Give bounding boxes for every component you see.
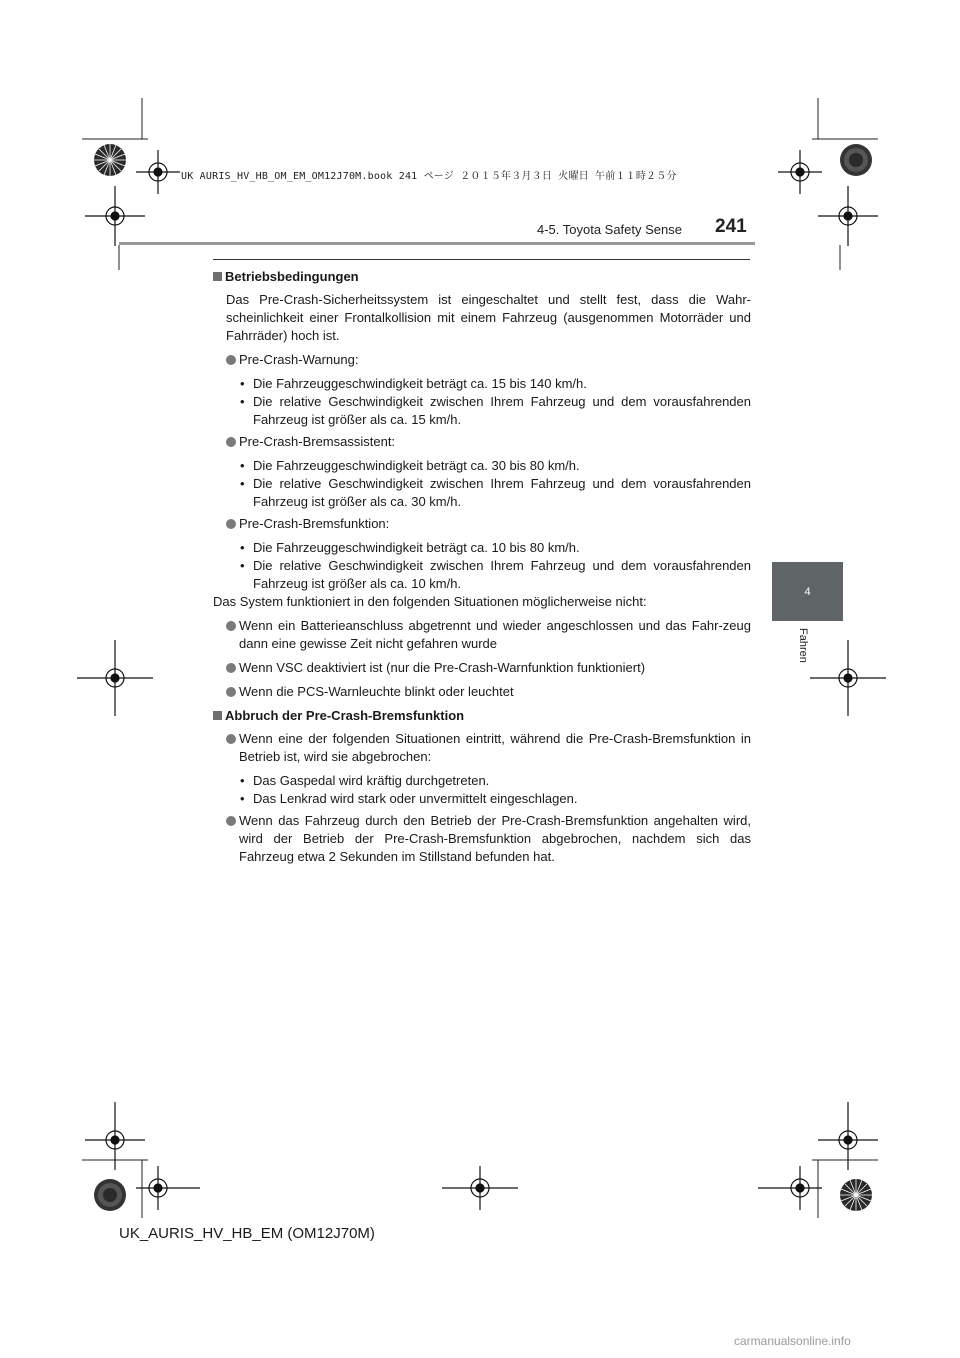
list-item: Wenn VSC deaktiviert ist (nur die Pre-Crash-Warnfunktion funktioniert) (213, 659, 751, 677)
sub-list-item: • Die Fahrzeuggeschwindigkeit beträgt ca. 15 bis 140 km/h. (240, 376, 587, 391)
circle-bullet-icon (226, 816, 236, 826)
circle-bullet-icon (226, 437, 236, 447)
sub-list-item: • Die relative Geschwindigkeit zwischen Ihrem Fahrzeug und dem vorausfahrenden Fahrzeug ist größer als ca. 10 km/h. (240, 558, 751, 591)
book-info-line: UK AURIS_HV_HB_OM_EM_OM12J70M.book 241 ページ ２０１５年３月３日 火曜日 午前１１時２５分 (181, 171, 677, 182)
page-number: 241 (715, 216, 747, 237)
chapter-number: 4 (804, 585, 811, 598)
circle-bullet-icon (226, 621, 236, 631)
circle-bullet-icon (226, 734, 236, 744)
sub-list-item: • Die Fahrzeuggeschwindigkeit beträgt ca. 10 bis 80 km/h. (240, 540, 580, 555)
content-top-rule (213, 259, 750, 260)
sub-list (213, 375, 751, 429)
sub-list (213, 457, 751, 511)
list-item: Wenn eine der folgenden Situationen eintritt, während die Pre-Crash-Bremsfunktion in Betrieb ist, wird sie abgebrochen: (213, 730, 751, 766)
header-rule (119, 242, 755, 245)
sub-list-item: • Die relative Geschwindigkeit zwischen Ihrem Fahrzeug und dem vorausfahrenden Fahrzeug ist größer als ca. 30 km/h. (240, 476, 751, 509)
square-bullet-icon (213, 272, 222, 281)
sub-list-item: • Das Lenkrad wird stark oder unvermittelt eingeschlagen. (240, 791, 578, 806)
section-intro: Das Pre-Crash-Sicherheitssystem ist eingeschaltet und stellt fest, dass die Wahr-scheinlichkeit einer Frontalkollision mit einem Fahrzeug (ausgenommen Motorräder und Fahrräder) hoch ist. (226, 292, 751, 343)
footer-document-code: UK_AURIS_HV_HB_EM (OM12J70M) (119, 1225, 375, 1242)
chapter-tab[interactable] (772, 562, 843, 621)
square-bullet-icon (213, 711, 222, 720)
main-content (213, 268, 751, 872)
circle-bullet-icon (226, 663, 236, 673)
list-item: Pre-Crash-Bremsassistent: (213, 433, 751, 451)
circle-bullet-icon (226, 355, 236, 365)
chapter-label: Fahren (797, 628, 809, 663)
section-title: 4-5. Toyota Safety Sense (536, 222, 682, 237)
crosshair-icon (136, 150, 180, 194)
list-item: Pre-Crash-Warnung: (213, 351, 751, 369)
list-item: Wenn die PCS-Warnleuchte blinkt oder leuchtet (213, 683, 751, 701)
section-note: Das System funktioniert in den folgenden Situationen möglicherweise nicht: (213, 594, 647, 609)
list-item: Wenn das Fahrzeug durch den Betrieb der Pre-Crash-Bremsfunktion angehalten wird, wird der Betrieb der Pre-Crash-Bremsfunktion abgebrochen, nachdem sich das Fahrzeug etwa 2 Sekunden im Stillstand befunden hat. (213, 812, 751, 866)
sub-list-item: • Das Gaspedal wird kräftig durchgetreten. (240, 773, 490, 788)
sub-list (213, 772, 751, 808)
section-heading: Abbruch der Pre-Crash-Bremsfunktion (213, 707, 751, 725)
list-item: Pre-Crash-Bremsfunktion: (213, 515, 751, 533)
sub-list (213, 539, 751, 593)
sub-list-item: • Die Fahrzeuggeschwindigkeit beträgt ca. 30 bis 80 km/h. (240, 458, 580, 473)
circle-bullet-icon (226, 687, 236, 697)
sub-list-item: • Die relative Geschwindigkeit zwischen Ihrem Fahrzeug und dem vorausfahrenden Fahrzeug ist größer als ca. 15 km/h. (240, 394, 751, 427)
list-item: Wenn ein Batterieanschluss abgetrennt und wieder angeschlossen und das Fahr-zeug dann eine gewisse Zeit nicht gefahren wurde (213, 617, 751, 653)
watermark: carmanualsonline.info (734, 1334, 851, 1348)
circle-bullet-icon (226, 519, 236, 529)
section-heading: Betriebsbedingungen (213, 268, 751, 286)
